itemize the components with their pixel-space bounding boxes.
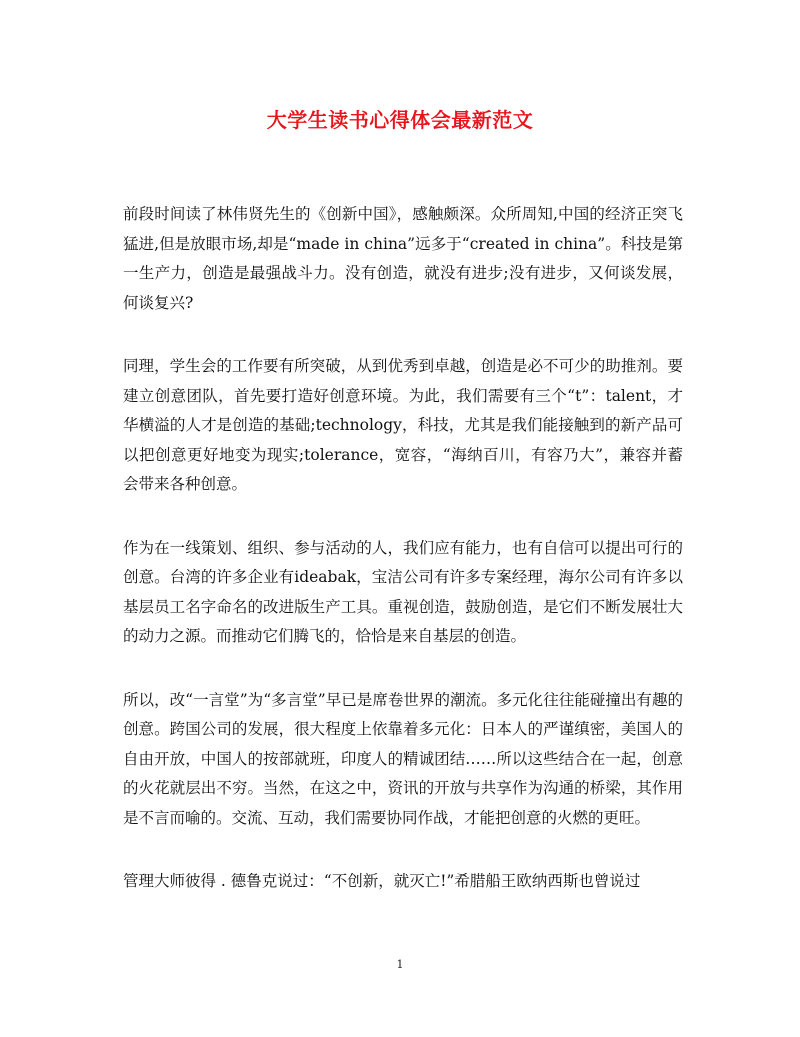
paragraph-5: 管理大师彼得 . 德鲁克说过：“不创新，就灭亡!”希腊船王欧纳西斯也曾说过 xyxy=(123,872,641,890)
paragraph-3: 作为在一线策划、组织、参与活动的人，我们应有能力，也有自信可以提出可行的创意。台湾的许多企业有ideabak，宝洁公司有许多专案经理，海尔公司有许多以基层员工名字命名的改进版生产工具。重视创造，鼓励创造，是它们不断发展壮大的动力之源。而推动它们腾飞的，恰恰是来自基层的创造。 xyxy=(123,538,683,645)
paragraph-2: 同理，学生会的工作要有所突破，从到优秀到卓越，创造是必不可少的助推剂。要建立创意团队，首先要打造好创意环境。为此，我们需要有三个“t”：talent，才华横溢的人才是创造的基础;technology，科技，尤其是我们能接触到的新产品可以把创意更好地变为现实;tolerance，宽容，“海纳百川，有容乃大”，兼容并蓄会带来各种创意。 xyxy=(123,357,684,493)
document-body xyxy=(123,200,683,897)
document-title: 大学生读书心得体会最新范文 xyxy=(266,108,534,132)
paragraph-4: 所以，改“一言堂”为“多言堂”早已是席卷世界的潮流。多元化往往能碰撞出有趣的创意。跨国公司的发展，很大程度上依靠着多元化：日本人的严谨缜密，美国人的自由开放，中国人的按部就班，印度人的精诚团结……所以这些结合在一起，创意的火花就层出不穷。当然，在这之中，资讯的开放与共享作为沟通的桥梁，其作用是不言而喻的。交流、互动，我们需要协同作战，才能把创意的火燃的更旺。 xyxy=(123,690,683,827)
paragraph-1: 前段时间读了林伟贤先生的《创新中国》，感触颇深。众所周知,中国的经济正突飞猛进,但是放眼市场,却是“made in china”远多于“created in china”。科技是第一生产力，创造是最强战斗力。没有创造，就没有进步;没有进步，又何谈发展，何谈复兴? xyxy=(123,205,683,312)
page-number: 1 xyxy=(396,958,404,971)
